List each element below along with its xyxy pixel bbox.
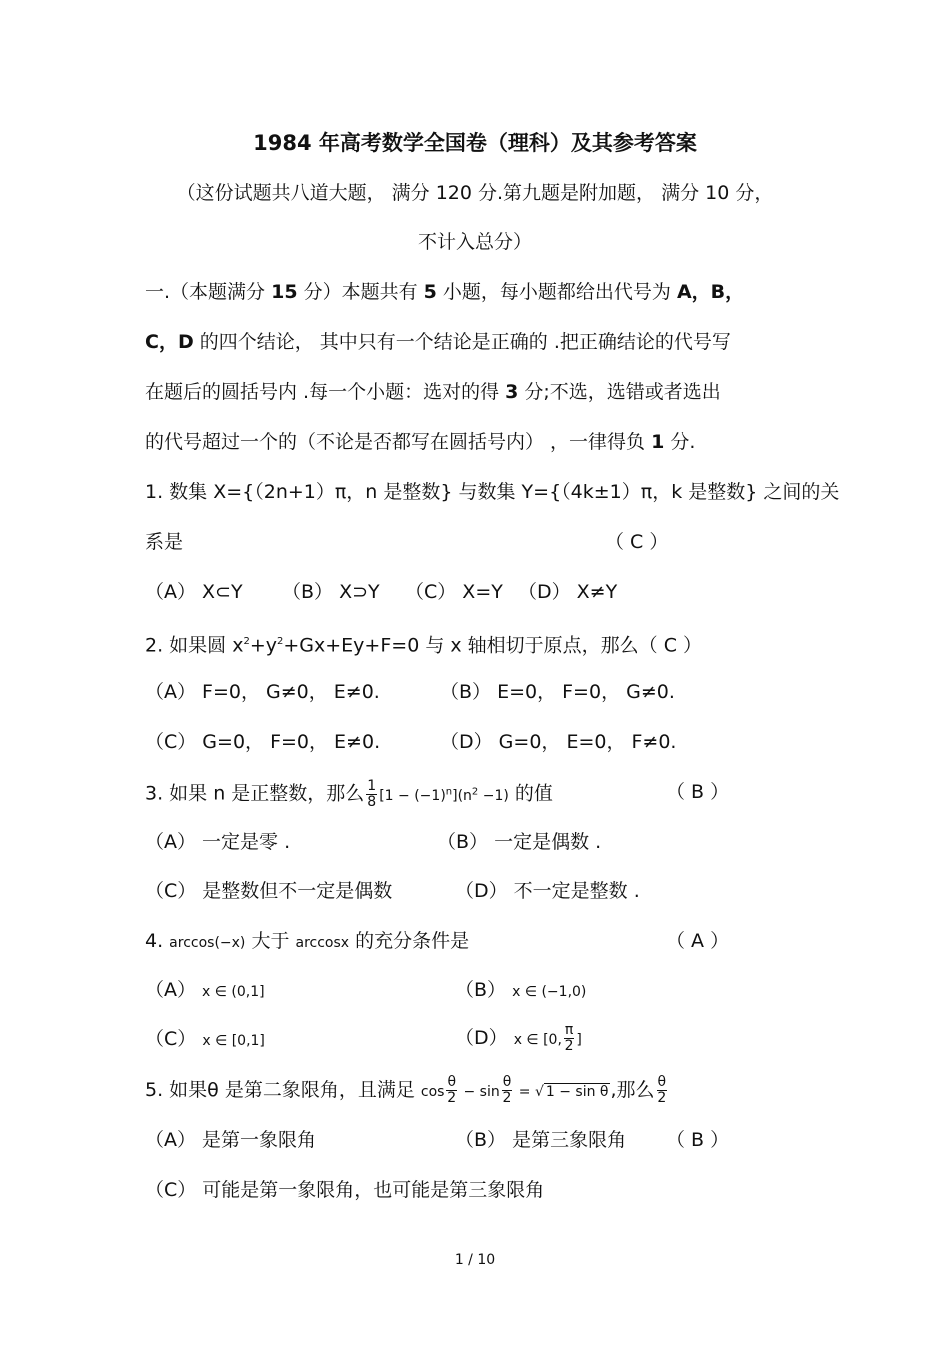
q5-option-c: （C） 可能是第一象限角，也可能是第三象限角	[145, 1179, 545, 1201]
q2-option-a: （A） F=0， G≠0， E≠0.	[145, 681, 380, 703]
q3-option-a: （A） 一定是零 .	[145, 831, 291, 853]
section1-line-4: 的代号超过一个的（不论是否都写在圆括号内） ，一律得负 1 分.	[145, 431, 696, 453]
page-title: 1984 年高考数学全国卷（理科）及其参考答案	[253, 131, 697, 155]
subtitle-line-1: （这份试题共八道大题， 满分 120 分.第九题是附加题， 满分 10 分，	[176, 182, 774, 204]
q5-option-b: （B） 是第三象限角	[455, 1129, 627, 1151]
q1-option-a: （A） X⊂Y	[145, 581, 243, 603]
q4-answer: （ A ）	[666, 930, 730, 952]
q5-answer: （ B ）	[666, 1129, 730, 1151]
page-number: 1 / 10	[454, 1252, 496, 1268]
theta-over-2-fraction-2: $\frac{\theta}{2}$	[502, 1074, 512, 1106]
q3-option-d: （D） 不一定是整数 .	[455, 880, 640, 902]
q2-option-c: （C） G=0， F=0， E≠0.	[145, 731, 381, 753]
q4-option-a: （A） x ∈ (0,1]	[145, 979, 265, 1001]
q1-option-d: （D） X≠Y	[518, 581, 618, 603]
q2-stem: 2. 如果圆 $x^2+y^2+Gx+Ey+F=0$ 与 x 轴相切于原点，那么（ C ）	[145, 634, 702, 657]
pi-over-2-fraction: $\frac{\pi}{2}$	[564, 1022, 574, 1054]
q1-option-c: （C） X=Y	[405, 581, 503, 603]
q1-stem-line-2: 系是	[145, 531, 184, 553]
q1-stem-line-1: 1. 数集 X={（2n+1）π，n 是整数} 与数集 Y={（4k±1）π，k 是整数} 之间的关	[145, 481, 840, 503]
theta-over-2-fraction-3: $\frac{\theta}{2}$	[657, 1074, 667, 1106]
section1-line-1: 一.（本题满分 15 分）本题共有 5 小题，每小题都给出代号为 A，B，	[145, 281, 745, 303]
q5-option-a: （A） 是第一象限角	[145, 1129, 317, 1151]
q1-option-b: （B） X⊃Y	[282, 581, 380, 603]
sqrt-symbol: √	[534, 1084, 544, 1100]
q3-option-c: （C） 是整数但不一定是偶数	[145, 880, 393, 902]
q3-option-b: （B） 一定是偶数 .	[437, 831, 602, 853]
q2-option-b: （B） E=0， F=0， G≠0.	[440, 681, 675, 703]
q2-option-d: （D） G=0， E=0， F≠0.	[440, 731, 677, 753]
q4-option-c: （C） x ∈ [0,1]	[145, 1028, 265, 1050]
q4-stem: 4. arccos(−x) 大于 arccosx 的充分条件是	[145, 930, 470, 952]
section1-line-2: C，D 的四个结论， 其中只有一个结论是正确的 .把正确结论的代号写	[145, 331, 731, 353]
q3-answer: （ B ）	[666, 781, 730, 803]
q3-expression: $[1 - (-1)^n](n^2 -1)$	[379, 786, 509, 804]
section1-line-3: 在题后的圆括号内 .每一个小题：选对的得 3 分;不选，选错或者选出	[145, 381, 721, 403]
theta-over-2-fraction-1: $\frac{\theta}{2}$	[447, 1074, 457, 1106]
q3-stem: 3. 如果 n 是正整数，那么 $\frac{1}{8}$ $[1 - (-1)^n](n^2 -1)$ 的值	[145, 777, 553, 810]
q1-answer: （ C ）	[605, 531, 669, 553]
q3-fraction: $\frac{1}{8}$	[367, 777, 377, 810]
q4-option-b: （B） x ∈ (−1,0)	[455, 979, 587, 1001]
q4-option-d: （D） x ∈ [0, $\frac{\pi}{2}$ ]	[455, 1022, 582, 1054]
q5-stem: 5. 如果θ 是第二象限角，且满足 cos $\frac{\theta}{2}$ − sin $\frac{\theta}{2}$ = √ 1 − sin θ ,那么 $\frac{\theta}{2}$	[145, 1074, 667, 1106]
subtitle-line-2: 不计入总分）	[417, 231, 532, 253]
